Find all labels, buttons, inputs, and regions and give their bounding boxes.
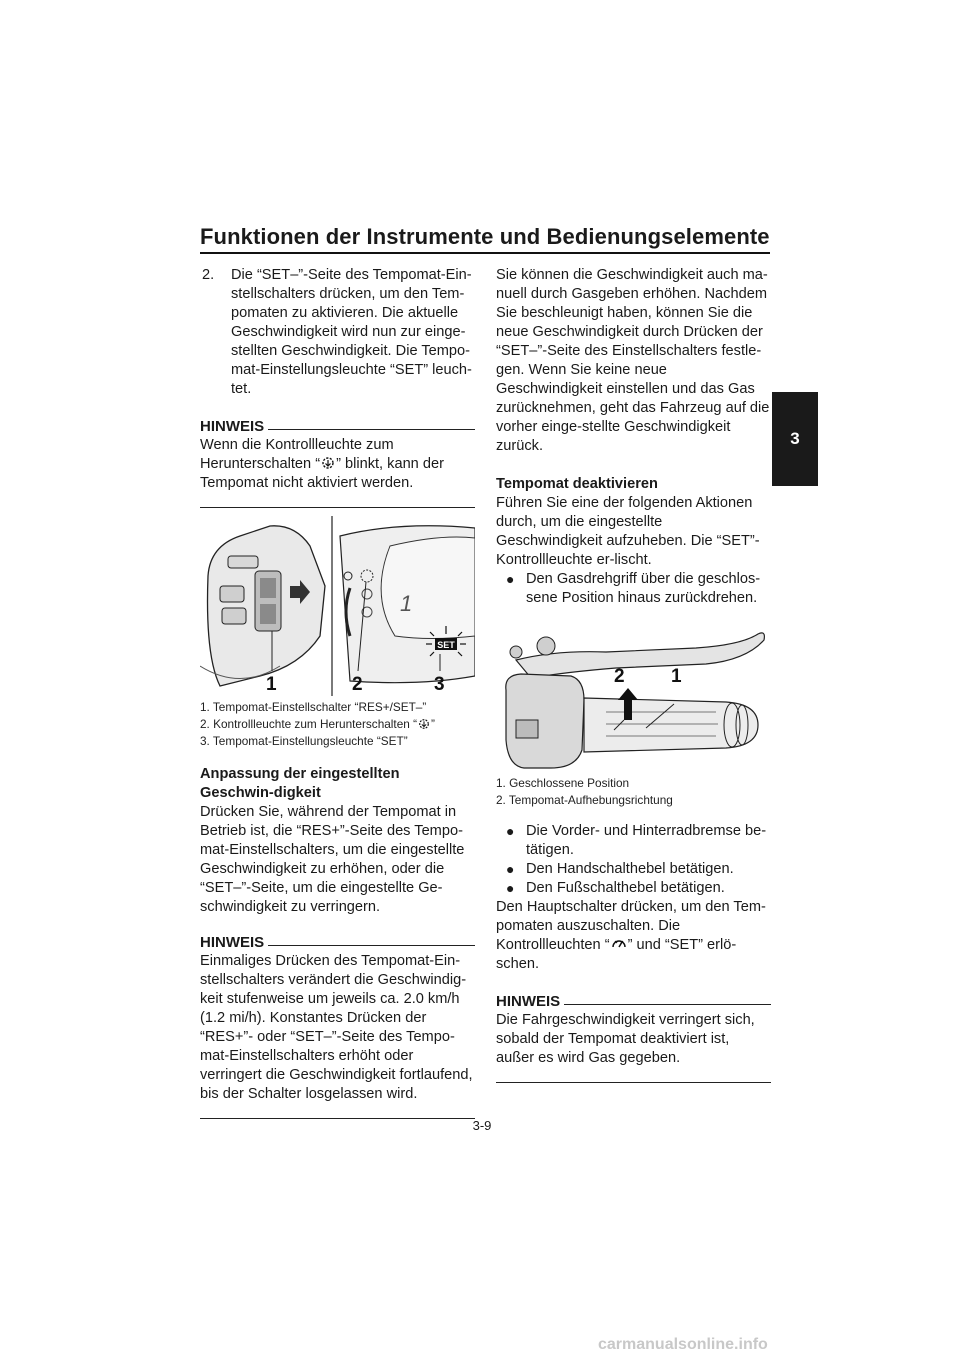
hinweis-label: HINWEIS bbox=[200, 418, 265, 435]
figure-label-1: 1 bbox=[671, 666, 682, 687]
hinweis-text: Wenn die Kontrollleuchte zum Herunterschalten “ ” blinkt, kann der Tempomat nicht aktiviert werden. bbox=[200, 437, 444, 491]
caption-item: 2. Tempomat-Aufhebungsrichtung bbox=[496, 793, 673, 807]
hinweis-text: Einmaliges Drücken des Tempomat-Ein-stellschalters verändert die Geschwindig-keit stufenweise um jeweils ca. 2.0 km/h (1.2 mi/h). Konstantes Drücken der “RES+”- oder “SET–”-Seite des Tempo-mat-Einstellschalters erhöht oder verringert die Geschwindigkeit fortlaufend, bis der Schalter losgelassen wird. bbox=[200, 953, 473, 1102]
shift-down-indicator-icon bbox=[418, 718, 430, 730]
hinweis-heading bbox=[200, 933, 475, 952]
title-rule bbox=[200, 252, 770, 254]
figure-label-1: 1 bbox=[266, 674, 277, 695]
throttle-grip-figure bbox=[496, 620, 771, 770]
cruise-control-switch-figure bbox=[200, 516, 475, 696]
caption-item: 1. Geschlossene Position bbox=[496, 776, 630, 790]
section-text: Drücken Sie, während der Tempomat in Betrieb ist, die “RES+”-Seite des Tempo-mat-Einstellschalters, um die eingestellte Geschwindigkeit zu erhöhen, oder die “SET–”-Seite, um die eingestellte Ge-schwindigkeit zu verringern. bbox=[200, 804, 465, 915]
paragraph: Sie können die Geschwindigkeit auch ma-nuell durch Gasgeben erhöhen. Nachdem Sie beschleunigt haben, können Sie die neue Geschwindigkeit durch Drücken der “SET–”-Seite des Einstellschalters festle-gen. Wenn Sie keine neue Geschwindigkeit einstellen und das Gas zurücknehmen, geht das Fahrzeug auf die vorher einge-stellte Geschwindigkeit zurück. bbox=[496, 267, 770, 454]
hinweis-end-rule bbox=[496, 1082, 771, 1083]
paragraph: Den Hauptschalter drücken, um den Tem-pomaten auszuschalten. Die Kontrollleuchten “ ” und “SET” erlö-schen. bbox=[496, 899, 766, 972]
page-number: 3-9 bbox=[472, 1118, 492, 1133]
paragraph: Führen Sie eine der folgenden Aktionen durch, um die eingestellte Geschwindigkeit aufzuheben. Die “SET”-Kontrollleuchte er-lischt. bbox=[496, 495, 760, 568]
step-text: Die “SET–”-Seite des Tempomat-Ein-stellschalters drücken, um den Tem-pomaten zu aktivieren. Die aktuelle Geschwindigkeit wird nun zur einge-stellten Geschwindigkeit. Die Tempo-mat-Einstellungsleuchte “SET” leuch-tet. bbox=[231, 267, 472, 397]
hinweis-heading bbox=[200, 417, 475, 436]
set-lamp-label: SET bbox=[437, 640, 455, 650]
step-number: 2. bbox=[202, 267, 215, 283]
shift-down-indicator-icon bbox=[321, 456, 335, 470]
hinweis-label: HINWEIS bbox=[496, 993, 561, 1010]
svg-text:1: 1 bbox=[400, 591, 413, 616]
hinweis-label: HINWEIS bbox=[200, 934, 265, 951]
figure-1-captions bbox=[200, 700, 475, 749]
bullet-item: ● Den Fußschalthebel betätigen. bbox=[506, 880, 725, 896]
left-column bbox=[200, 266, 475, 1119]
bullet-item: ● Den Handschalthebel betätigen. bbox=[506, 861, 734, 877]
hinweis-end-rule bbox=[200, 507, 475, 508]
figure-2-captions bbox=[496, 776, 771, 808]
cruise-control-indicator-icon bbox=[611, 937, 627, 951]
caption-item: 1. Tempomat-Einstellschalter “RES+/SET–” bbox=[200, 700, 427, 714]
figure-label-2: 2 bbox=[614, 666, 625, 687]
figure-label-2: 2 bbox=[352, 674, 363, 695]
section-heading: Anpassung der eingestellten Geschwin-digkeit bbox=[200, 766, 400, 801]
section-heading: Tempomat deaktivieren bbox=[496, 476, 658, 492]
bullet-item: ● Die Vorder- und Hinterradbremse be-tätigen. bbox=[506, 823, 767, 858]
bullet-dot-icon: ● bbox=[506, 823, 515, 839]
hinweis-end-rule bbox=[200, 1118, 475, 1119]
step-2 bbox=[202, 266, 475, 399]
bullet-dot-icon: ● bbox=[506, 571, 515, 587]
hinweis-heading bbox=[496, 992, 771, 1011]
bullet-dot-icon: ● bbox=[506, 861, 515, 877]
right-column bbox=[496, 266, 771, 1083]
page-title: Funktionen der Instrumente und Bedienungselemente bbox=[200, 224, 770, 249]
caption-item: 2. Kontrollleuchte zum Herunterschalten “ ” bbox=[200, 717, 435, 731]
bullet-item: ● Den Gasdrehgriff über die geschlos-sene Position hinaus zurückdrehen. bbox=[506, 571, 761, 606]
footer-site-watermark: carmanualsonline.info bbox=[598, 1336, 768, 1353]
figure-label-3: 3 bbox=[434, 674, 445, 695]
chapter-tab[interactable]: 3 bbox=[772, 392, 818, 486]
caption-item: 3. Tempomat-Einstellungsleuchte “SET” bbox=[200, 734, 408, 748]
bullet-dot-icon: ● bbox=[506, 880, 515, 896]
hinweis-text: Die Fahrgeschwindigkeit verringert sich, sobald der Tempomat deaktiviert ist, außer es wird Gas gegeben. bbox=[496, 1012, 755, 1066]
